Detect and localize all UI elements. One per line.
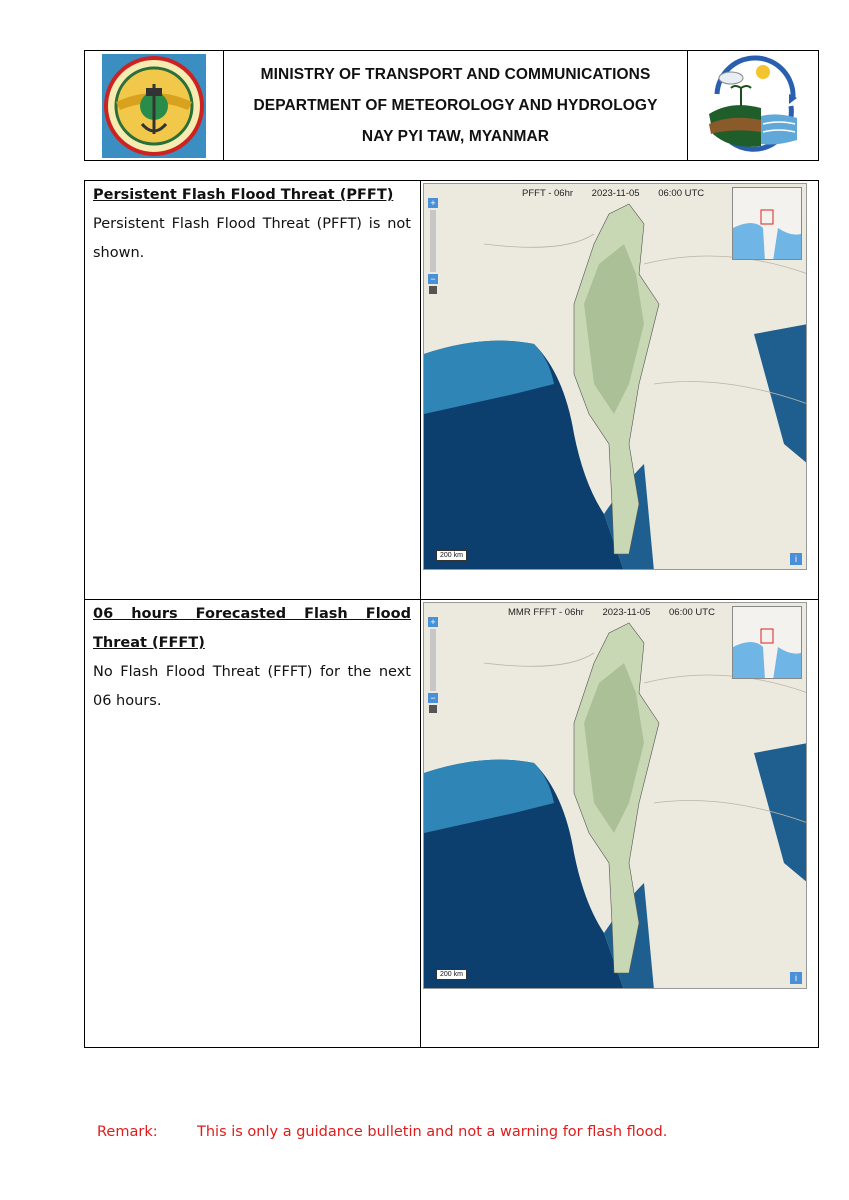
pfft-zoom-control: [428, 198, 438, 294]
ffft-row: [85, 600, 818, 1047]
map-date-label: 2023-11-05: [591, 188, 640, 199]
ffft-heading: 06 hours Forecasted Flash Flood Threat (FFFT): [93, 606, 411, 651]
pfft-map-caption: [522, 188, 720, 199]
header-title-block: [224, 51, 687, 160]
map-time-label: 06:00 UTC: [669, 607, 715, 618]
ffft-description: No Flash Flood Threat (FFFT) for the next 06 hours.: [93, 664, 411, 709]
ministry-logo-cell: [85, 51, 224, 160]
ffft-text-cell: [93, 600, 411, 716]
column-divider: [420, 600, 421, 1047]
department-name: DEPARTMENT OF METEOROLOGY AND HYDROLOGY: [253, 97, 658, 114]
location: NAY PYI TAW, MYANMAR: [361, 128, 550, 145]
map-product-label: PFFT - 06hr: [522, 188, 574, 199]
map-time-label: 06:00 UTC: [658, 188, 705, 199]
bulletin-table: [84, 180, 819, 1048]
zoom-in-button[interactable]: +: [428, 198, 438, 208]
pfft-row: [85, 181, 818, 600]
remark-label: Remark:: [97, 1124, 158, 1140]
zoom-out-button[interactable]: −: [428, 274, 438, 284]
ministry-name: MINISTRY OF TRANSPORT AND COMMUNICATIONS: [260, 66, 651, 83]
pfft-description: Persistent Flash Flood Threat (PFFT) is not shown.: [93, 216, 411, 261]
document-header: [84, 50, 819, 161]
map-date-label: 2023-11-05: [602, 607, 651, 618]
ministry-emblem-icon: [102, 54, 206, 158]
pfft-text-cell: [93, 181, 411, 268]
ffft-map[interactable]: [423, 602, 807, 989]
pfft-heading: Persistent Flash Flood Threat (PFFT): [93, 187, 394, 203]
zoom-slider[interactable]: [430, 629, 436, 691]
zoom-out-button[interactable]: −: [428, 693, 438, 703]
ffft-zoom-control: [428, 617, 438, 713]
pfft-overview-inset[interactable]: [732, 187, 802, 260]
map-scale-bar: 200 km: [436, 969, 467, 980]
remark-note: [97, 1124, 667, 1140]
map-info-button[interactable]: i: [790, 553, 802, 565]
column-divider: [420, 181, 421, 599]
zoom-slider[interactable]: [430, 210, 436, 272]
overview-map-icon: [733, 188, 802, 260]
overview-map-icon: [733, 607, 802, 679]
dmh-logo-cell: [687, 51, 818, 160]
map-info-button[interactable]: i: [790, 972, 802, 984]
hydrology-cycle-icon: [701, 54, 805, 158]
zoom-extent-button[interactable]: [429, 286, 437, 294]
map-scale-bar: 200 km: [436, 550, 467, 561]
remark-text: This is only a guidance bulletin and not a warning for flash flood.: [197, 1124, 668, 1140]
pfft-map[interactable]: [423, 183, 807, 570]
zoom-in-button[interactable]: +: [428, 617, 438, 627]
zoom-extent-button[interactable]: [429, 705, 437, 713]
ffft-map-caption: [508, 607, 731, 618]
ffft-overview-inset[interactable]: [732, 606, 802, 679]
map-product-label: MMR FFFT - 06hr: [508, 607, 584, 618]
